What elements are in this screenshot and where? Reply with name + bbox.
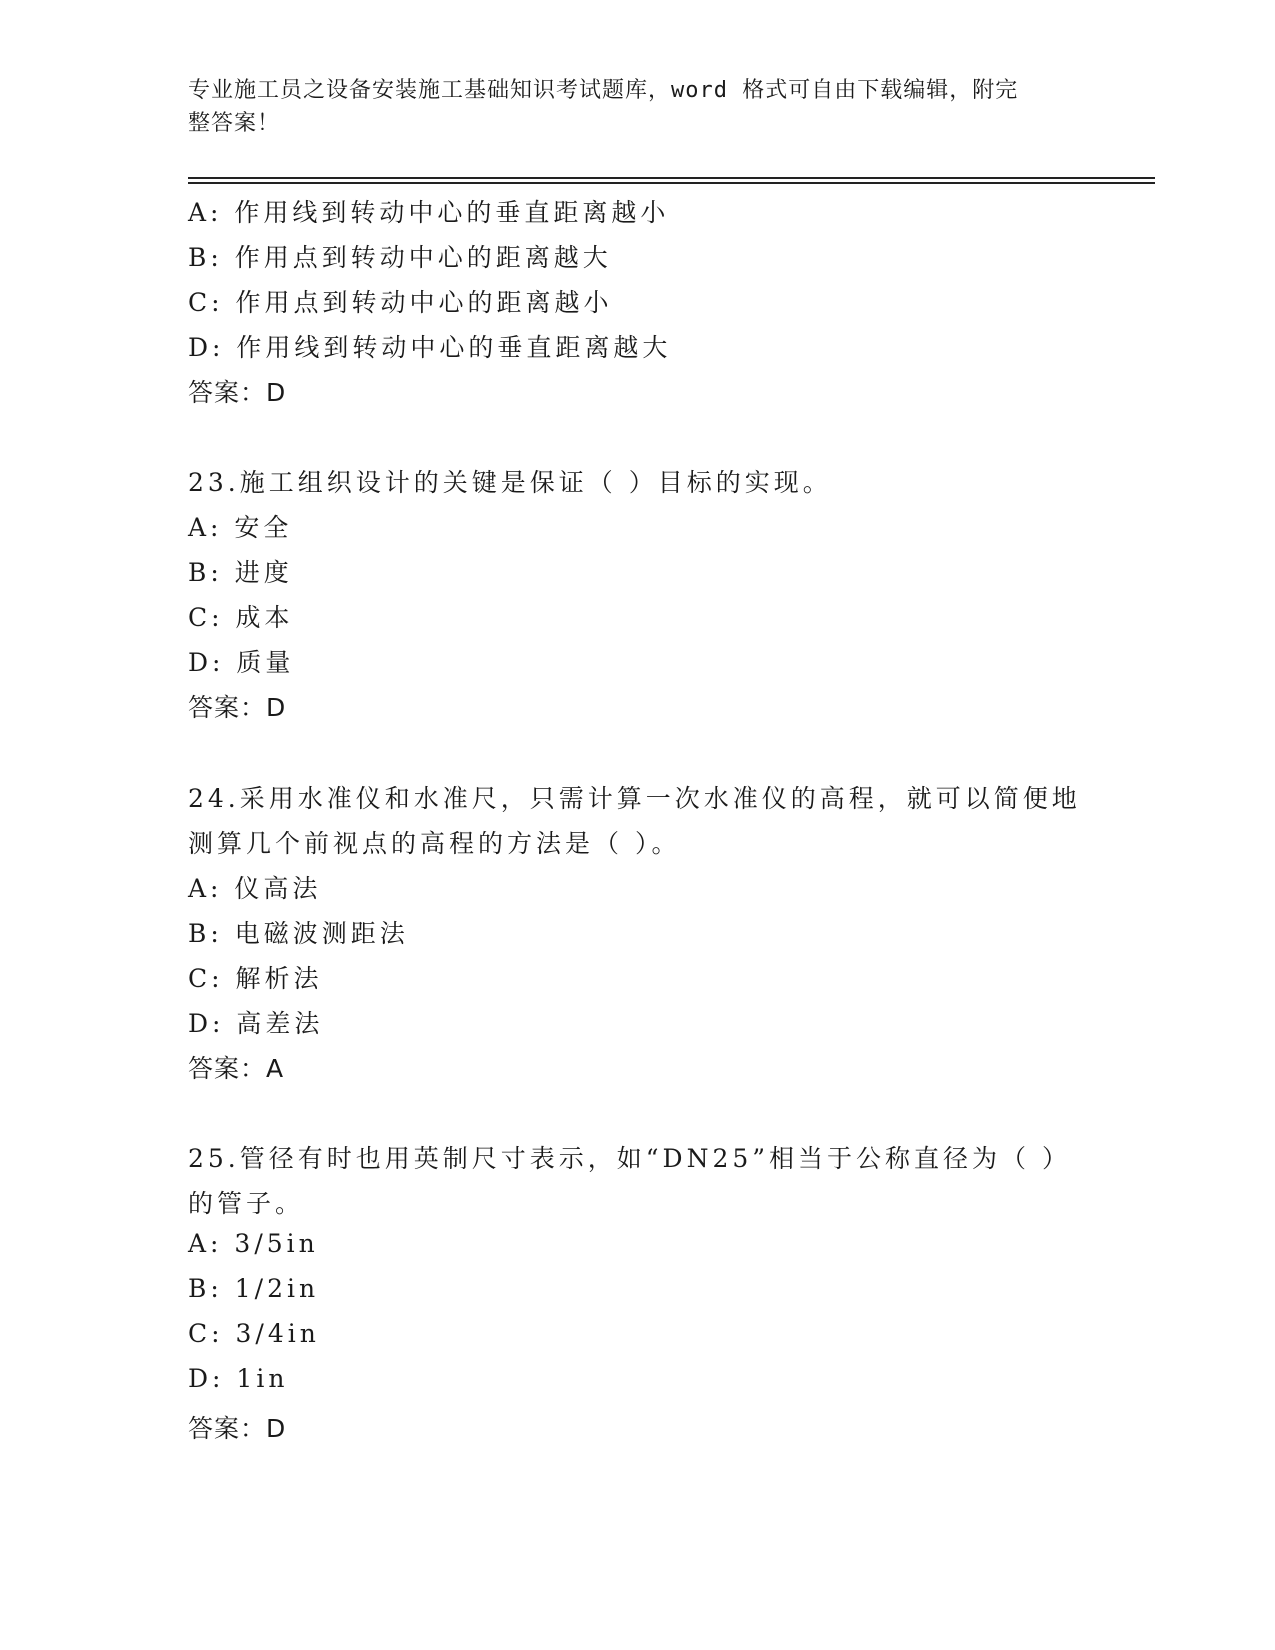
q22-option-a: A: 作用线到转动中心的垂直距离越小 bbox=[188, 198, 670, 227]
q24-option-b: B: 电磁波测距法 bbox=[188, 919, 409, 948]
q23-option-a: A: 安全 bbox=[188, 513, 293, 542]
q22-option-d: D: 作用线到转动中心的垂直距离越大 bbox=[188, 333, 672, 362]
q23-option-b: B: 进度 bbox=[188, 558, 293, 587]
q25-option-c: C: 3/4in bbox=[188, 1319, 320, 1348]
q24-answer: 答案：A bbox=[188, 1054, 285, 1083]
q25-option-a: A: 3/5in bbox=[188, 1229, 319, 1258]
q24-stem-line-1: 24.采用水准仪和水准尺，只需计算一次水准仪的高程，就可以简便地 bbox=[188, 784, 1081, 813]
q24-option-a: A: 仪高法 bbox=[188, 874, 322, 903]
q25-answer: 答案：D bbox=[188, 1414, 287, 1443]
header-divider-top bbox=[188, 177, 1155, 179]
q25-stem-line-1: 25.管径有时也用英制尺寸表示，如“DN25”相当于公称直径为（ ） bbox=[188, 1144, 1071, 1173]
q22-option-c: C: 作用点到转动中心的距离越小 bbox=[188, 288, 613, 317]
q23-option-d: D: 质量 bbox=[188, 648, 295, 677]
q23-answer: 答案：D bbox=[188, 693, 287, 722]
q24-option-d: D: 高差法 bbox=[188, 1009, 324, 1038]
q24-option-c: C: 解析法 bbox=[188, 964, 323, 993]
header-line-2: 整答案！ bbox=[188, 111, 281, 136]
q25-stem-line-2: 的管子。 bbox=[188, 1189, 305, 1218]
document-header bbox=[188, 74, 1068, 140]
q23-stem: 23.施工组织设计的关键是保证（ ）目标的实现。 bbox=[188, 468, 832, 497]
q25-option-d: D: 1in bbox=[188, 1364, 289, 1393]
header-divider-bottom bbox=[188, 182, 1155, 184]
header-line-1: 专业施工员之设备安装施工基础知识考试题库，word 格式可自由下载编辑，附完 bbox=[188, 78, 1019, 103]
q25-option-b: B: 1/2in bbox=[188, 1274, 320, 1303]
q22-answer: 答案：D bbox=[188, 378, 287, 407]
q22-option-b: B: 作用点到转动中心的距离越大 bbox=[188, 243, 612, 272]
q23-option-c: C: 成本 bbox=[188, 603, 294, 632]
q24-stem-line-2: 测算几个前视点的高程的方法是（ ）。 bbox=[188, 829, 681, 858]
